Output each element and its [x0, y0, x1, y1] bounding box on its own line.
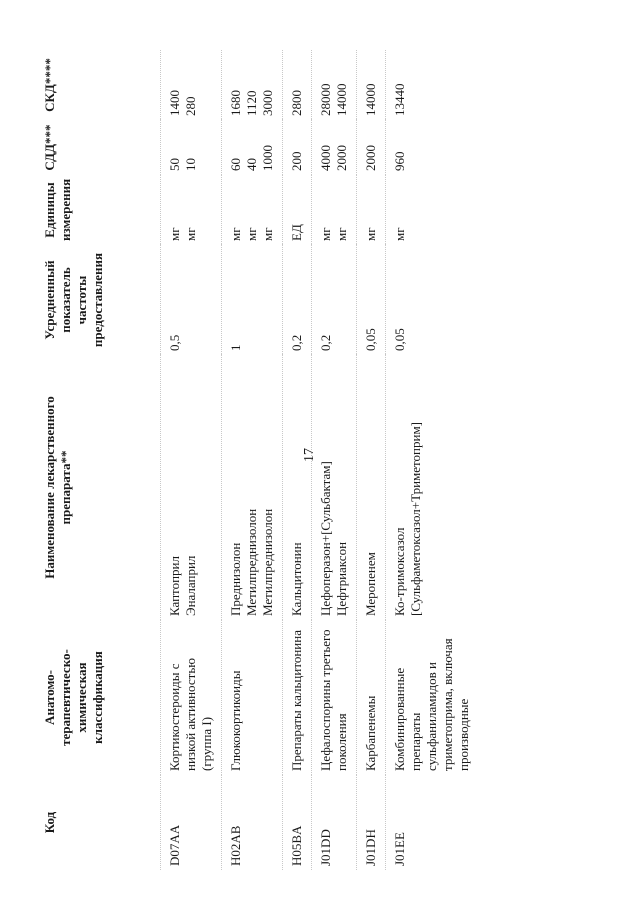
row-units — [385, 175, 478, 245]
row-units — [160, 175, 221, 245]
row-sdd — [356, 120, 385, 175]
row-skd — [385, 50, 478, 120]
row-frequency: 0,2 — [311, 245, 356, 355]
table-row — [356, 50, 385, 870]
sdd-value: 200 — [288, 151, 304, 171]
row-frequency: 0,5 — [160, 245, 221, 355]
row-skd — [356, 50, 385, 120]
row-drug-names — [221, 355, 282, 620]
row-drug-names — [385, 355, 478, 620]
drug-name: Метилпреднизолон — [243, 508, 259, 616]
row-skd — [282, 50, 311, 120]
page-number: 17 — [302, 448, 317, 462]
drug-name: Меропенем — [362, 552, 378, 616]
row-units — [282, 175, 311, 245]
drug-name: Каптоприл — [166, 556, 182, 616]
row-code: J01EE — [385, 775, 478, 870]
sdd-value: 2000 — [362, 145, 378, 171]
header-skd: СКД**** — [42, 58, 57, 112]
row-code: H05BA — [282, 775, 311, 870]
drug-name: Метилпреднизолон — [259, 508, 275, 616]
drug-name: Ко-тримоксазол [Сульфаметоксазол+Триметоприм] — [391, 422, 423, 616]
sdd-value: 960 — [391, 151, 407, 171]
row-code: J01DD — [311, 775, 356, 870]
unit-value: мг — [391, 227, 407, 241]
skd-value: 2800 — [288, 90, 304, 116]
row-code: H02AB — [221, 775, 282, 870]
table-row — [282, 50, 311, 870]
row-frequency: 0,05 — [356, 245, 385, 355]
row-drug-names — [356, 355, 385, 620]
row-sdd — [221, 120, 282, 175]
row-skd — [160, 50, 221, 120]
row-sdd — [385, 120, 478, 175]
skd-value: 14000 — [362, 83, 378, 116]
drug-name: Преднизолон — [227, 542, 243, 616]
unit-value: мг — [333, 227, 349, 241]
row-skd — [221, 50, 282, 120]
header-classification: Анатомо-терапевтическо-химическая классификация — [42, 649, 105, 746]
skd-value: 13440 — [391, 83, 407, 116]
sdd-value: 60 — [227, 158, 243, 171]
row-code: J01DH — [356, 775, 385, 870]
skd-value: 1120 — [243, 90, 259, 116]
row-frequency: 0,2 — [282, 245, 311, 355]
row-frequency: 1 — [221, 245, 282, 355]
header-drug-name: Наименование лекарственного препарата** — [42, 396, 73, 579]
skd-value: 1400 — [166, 90, 182, 116]
header-units: Единицы измерения — [42, 178, 73, 241]
drug-table-rotated — [40, 50, 620, 870]
sdd-value: 50 — [166, 158, 182, 171]
header-sdd: СДД*** — [42, 124, 57, 171]
header-code: Код — [42, 811, 57, 834]
drug-name: Кальцитонин — [288, 542, 304, 616]
table-row — [221, 50, 282, 870]
skd-value: 280 — [182, 96, 198, 116]
drug-name: Цефтриаксон — [333, 541, 349, 616]
row-classification: Кортикостероиды с низкой активностью (группа I) — [160, 620, 221, 775]
unit-value: мг — [182, 227, 198, 241]
drug-name: Цефоперазон+[Сульбактам] — [317, 461, 333, 616]
row-drug-names — [282, 355, 311, 620]
unit-value: ЕД — [288, 224, 304, 241]
row-classification: Глюкокортикоиды — [221, 620, 282, 775]
table-row — [385, 50, 478, 870]
row-sdd — [282, 120, 311, 175]
sdd-value: 1000 — [259, 145, 275, 171]
drug-table — [40, 50, 478, 870]
skd-value: 3000 — [259, 90, 275, 116]
unit-value: мг — [317, 227, 333, 241]
unit-value: мг — [166, 227, 182, 241]
row-units — [221, 175, 282, 245]
row-classification: Карбапенемы — [356, 620, 385, 775]
row-units — [311, 175, 356, 245]
row-sdd — [311, 120, 356, 175]
skd-value: 28000 — [317, 83, 333, 116]
table-row — [160, 50, 221, 870]
row-drug-names — [160, 355, 221, 620]
row-frequency: 0,05 — [385, 245, 478, 355]
row-classification: Препараты кальцитонина — [282, 620, 311, 775]
row-drug-names — [311, 355, 356, 620]
unit-value: мг — [259, 227, 275, 241]
row-skd — [311, 50, 356, 120]
row-classification: Комбинированные препараты сульфаниламидов и триметоприма, включая производные — [385, 620, 478, 775]
table-row — [311, 50, 356, 870]
sdd-value: 2000 — [333, 145, 349, 171]
sdd-value: 40 — [243, 158, 259, 171]
row-code: D07AA — [160, 775, 221, 870]
header-frequency: Усредненный показатель частоты предоставления — [42, 252, 105, 348]
unit-value: мг — [243, 227, 259, 241]
sdd-value: 10 — [182, 158, 198, 171]
row-classification: Цефалоспорины третьего поколения — [311, 620, 356, 775]
unit-value: мг — [362, 227, 378, 241]
row-units — [356, 175, 385, 245]
unit-value: мг — [227, 227, 243, 241]
skd-value: 1680 — [227, 90, 243, 116]
drug-name: Эналаприл — [182, 555, 198, 616]
sdd-value: 4000 — [317, 145, 333, 171]
table-header-row — [40, 50, 160, 870]
skd-value: 14000 — [333, 83, 349, 116]
row-sdd — [160, 120, 221, 175]
